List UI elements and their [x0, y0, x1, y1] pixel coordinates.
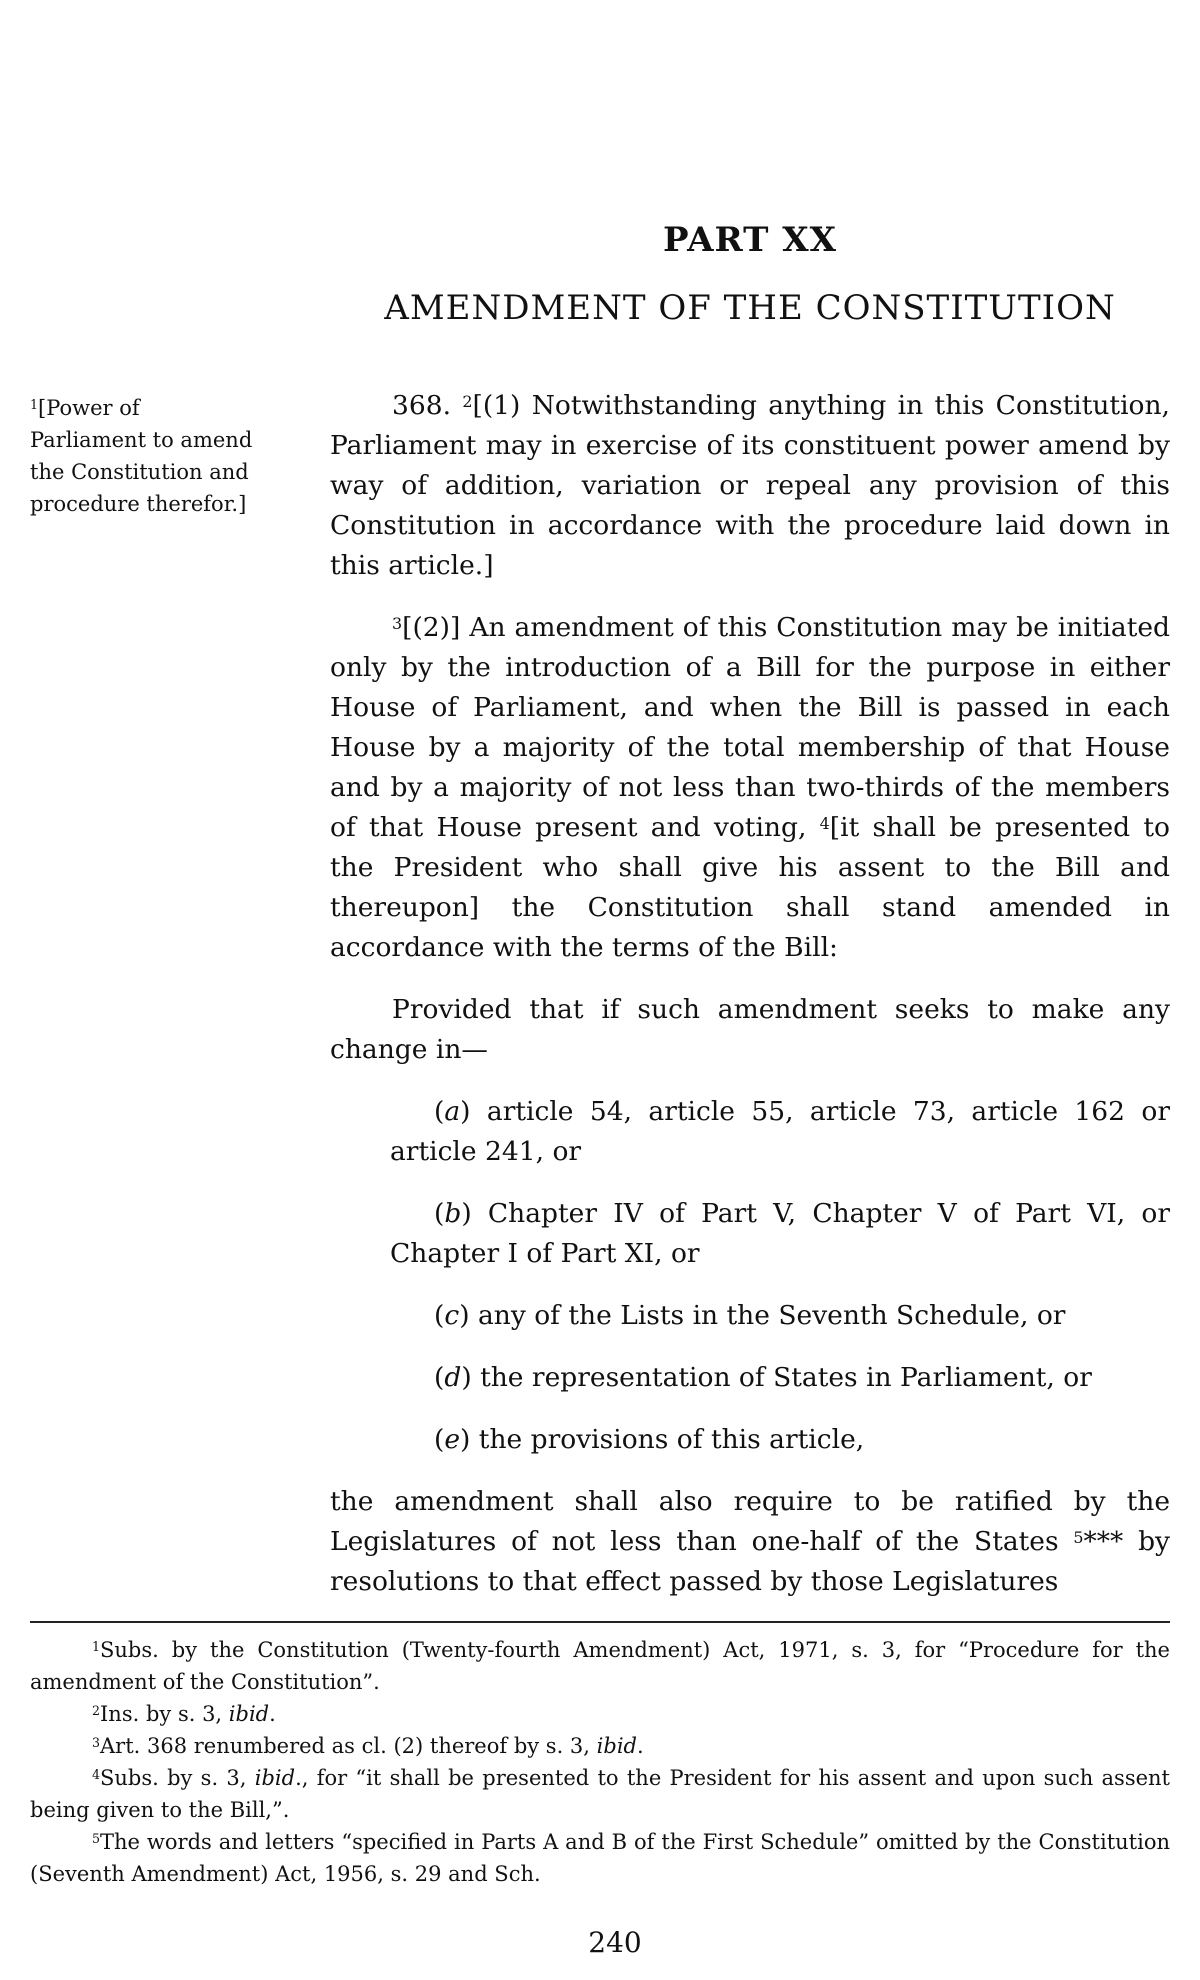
part-title: PART XX [662, 220, 838, 260]
footnote-marker: 1 [30, 397, 39, 413]
footnotes [30, 1634, 1170, 1890]
footnote-1: $^1$Subs. by the Constitution (Twenty-fourth Amendment) Act, 1971, s. 3, for “Procedure for the amendment of the Constitution”. [30, 1638, 1170, 1694]
clause-2: $^3$[(2)] An amendment of this Constitution may be initiated only by the introduction of a Bill for the purpose in either House of Parliament, and when the Bill is passed in each House by a majority of the total membership of that House and by a majority of not less than two-thirds of the members of that House present and voting, $^4$[it shall be presented to the President who shall give his assent to the Bill and thereupon] the Constitution shall stand amended in accordance with the terms of the Bill: [330, 612, 1170, 963]
clause-item-e: (e) the provisions of this article, [434, 1424, 865, 1455]
article-body [330, 386, 1170, 1624]
proviso: Provided that if such amendment seeks to make any change in— [330, 994, 1170, 1065]
page-number: 240 [588, 1926, 642, 1959]
footnote-marker: 2 [462, 391, 473, 411]
clause-item-b: (b) Chapter IV of Part V, Chapter V of Part VI, or Chapter I of Part XI, or [390, 1198, 1170, 1269]
marginal-note-text: [Power of Parliament to amend the Constitution and procedure therefor.] [30, 396, 253, 516]
marginal-note [30, 392, 255, 520]
footnote-3: $^3$Art. 368 renumbered as cl. (2) thereof by s. 3, ibid. [92, 1734, 644, 1758]
article-number: 368. [392, 390, 452, 421]
footnote-divider [30, 1621, 1170, 1623]
footnote-5: $^5$The words and letters “specified in Parts A and B of the First Schedule” omitted by the Constitution (Seventh Amendment) Act, 1956, s. 29 and Sch. [30, 1830, 1170, 1886]
footnote-2: $^2$Ins. by s. 3, ibid. [92, 1702, 276, 1726]
footnote-marker: 5 [1073, 1527, 1084, 1547]
part-heading: AMENDMENT OF THE CONSTITUTION [384, 288, 1116, 328]
clause-item-a: (a) article 54, article 55, article 73, article 162 or article 241, or [390, 1096, 1170, 1167]
clause-item-d: (d) the representation of States in Parliament, or [434, 1362, 1092, 1393]
closing-paragraph: the amendment shall also require to be ratified by the Legislatures of not less than one-half of the States $^5$*** by resolutions to that effect passed by those Legislatures [330, 1486, 1171, 1597]
footnote-4: $^4$Subs. by s. 3, ibid., for “it shall be presented to the President for his assent and upon such assent being given to the Bill,”. [30, 1766, 1170, 1822]
clause-1: 368. $^2$[(1) Notwithstanding anything in this Constitution, Parliament may in exercise of its constituent power amend by way of addition, variation or repeal any provision of this Constitution in accordance with the procedure laid down in this article.] [330, 390, 1170, 581]
footnote-marker: 4 [819, 813, 830, 833]
footnote-marker: 3 [392, 613, 403, 633]
clause-item-c: (c) any of the Lists in the Seventh Schedule, or [434, 1300, 1066, 1331]
